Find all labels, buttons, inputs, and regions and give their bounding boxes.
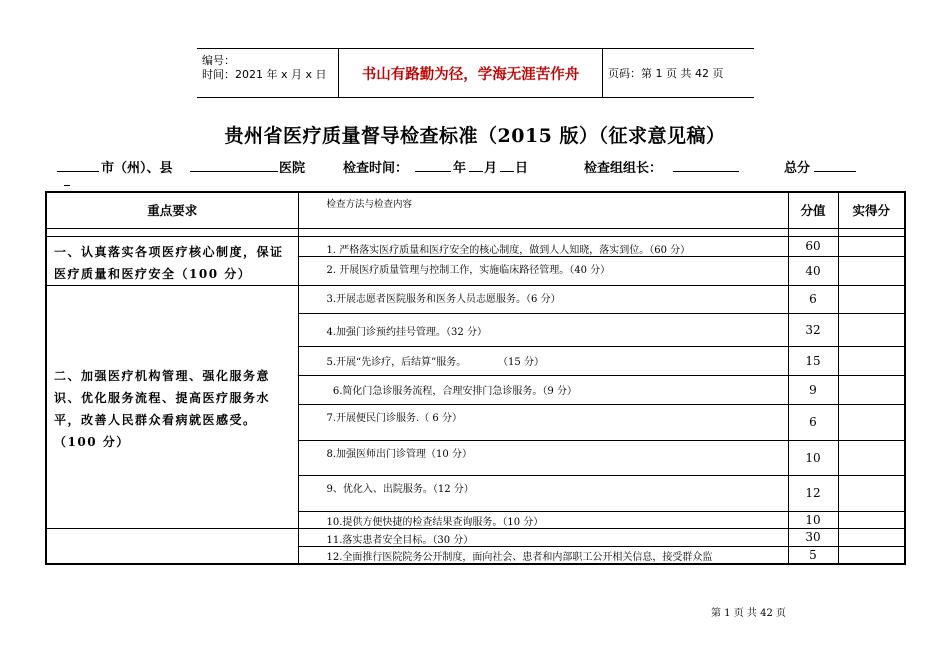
item-text: 3.开展志愿者医院服务和医务人员志愿服务。（6 分） xyxy=(298,285,788,313)
leader-label: 检查组组长： xyxy=(584,161,663,176)
month-label: 月 xyxy=(484,161,498,176)
header-requirement: 重点要求 xyxy=(46,192,298,228)
spacer-cell xyxy=(298,228,788,236)
item-text: 12.全面推行医院院务公开制度，面向社会、患者和内部职工公开相关信息，接受群众监 xyxy=(298,546,788,564)
actual-score-cell[interactable] xyxy=(838,236,905,256)
header-actual: 实得分 xyxy=(838,192,905,228)
motto: 书山有路勤为径，学海无涯苦作舟 xyxy=(339,49,603,97)
table-row xyxy=(46,285,905,313)
item-text: 8.加强医师出门诊管理（10 分） xyxy=(298,440,788,475)
item-text: 4.加强门诊预约挂号管理。（32 分） xyxy=(298,313,788,346)
table-header-row xyxy=(46,192,905,228)
item-score: 32 xyxy=(788,313,838,346)
actual-score-cell[interactable] xyxy=(838,440,905,475)
document-header xyxy=(197,48,754,98)
page-info: 页码：第 1 页 共 42 页 xyxy=(608,67,724,80)
total-label: 总分 xyxy=(784,161,811,176)
document-title: 贵州省医疗质量督导检查标准（2015 版）（征求意见稿） xyxy=(224,125,726,147)
requirement-1: 一、认真落实各项医疗核心制度，保证医疗质量和医疗安全（100 分） xyxy=(46,236,298,285)
hospital-label: 医院 xyxy=(279,161,306,176)
item-text: 5.开展“先诊疗，后结算”服务。 （15 分） xyxy=(298,346,788,375)
item-text: 9、优化入、出院服务。（12 分） xyxy=(298,475,788,511)
table-row xyxy=(46,236,905,256)
item-text: 11.落实患者安全目标。（30 分） xyxy=(298,528,788,546)
item-score: 12 xyxy=(788,475,838,511)
requirement-3 xyxy=(46,528,298,564)
item-score: 15 xyxy=(788,346,838,375)
requirement-2: 二、加强医疗机构管理、强化服务意识、优化服务流程、提高医疗服务水平，改善人民群众看病就医感受。（100 分） xyxy=(46,285,298,528)
item-score: 6 xyxy=(788,404,838,440)
item-score: 40 xyxy=(788,256,838,285)
city-label: 市（州）、县 xyxy=(101,161,173,176)
underline-dash xyxy=(64,185,70,186)
item-score: 10 xyxy=(788,440,838,475)
page-footer: 第 1 页 共 42 页 xyxy=(711,608,786,619)
header-method: 检查方法与检查内容 xyxy=(298,192,788,228)
item-score: 10 xyxy=(788,511,838,528)
header-score: 分值 xyxy=(788,192,838,228)
actual-score-cell[interactable] xyxy=(838,546,905,564)
item-score: 5 xyxy=(788,546,838,564)
item-score: 60 xyxy=(788,236,838,256)
actual-score-cell[interactable] xyxy=(838,404,905,440)
spacer-cell xyxy=(46,228,298,236)
year-label: 年 xyxy=(453,161,467,176)
actual-score-cell[interactable] xyxy=(838,528,905,546)
info-line xyxy=(57,157,877,177)
day-label: 日 xyxy=(515,161,529,176)
actual-score-cell[interactable] xyxy=(838,475,905,511)
item-score: 30 xyxy=(788,528,838,546)
actual-score-cell[interactable] xyxy=(838,285,905,313)
date-field-label: 检查时间： xyxy=(343,161,409,176)
actual-score-cell[interactable] xyxy=(838,375,905,404)
item-text: 2. 开展医疗质量管理与控制工作，实施临床路径管理。（40 分） xyxy=(298,256,788,285)
item-score: 9 xyxy=(788,375,838,404)
item-score: 6 xyxy=(788,285,838,313)
table-row xyxy=(46,528,905,546)
item-text: 6.简化门急诊服务流程，合理安排门急诊服务。（9 分） xyxy=(298,375,788,404)
actual-score-cell[interactable] xyxy=(838,511,905,528)
spacer-row xyxy=(46,228,905,236)
inspection-table xyxy=(45,191,906,565)
spacer-cell xyxy=(788,228,838,236)
spacer-cell xyxy=(838,228,905,236)
actual-score-cell[interactable] xyxy=(838,346,905,375)
item-text: 7.开展便民门诊服务.（ 6 分） xyxy=(298,404,788,440)
date-label: 时间：2021 年 x 月 x 日 xyxy=(202,68,327,81)
item-text: 1. 严格落实医疗质量和医疗安全的核心制度，做到人人知晓，落实到位。（60 分） xyxy=(298,236,788,256)
header-meta xyxy=(197,49,339,97)
item-text: 10.提供方便快捷的检查结果查询服务。（10 分） xyxy=(298,511,788,528)
number-label: 编号： xyxy=(202,54,235,67)
actual-score-cell[interactable] xyxy=(838,313,905,346)
actual-score-cell[interactable] xyxy=(838,256,905,285)
